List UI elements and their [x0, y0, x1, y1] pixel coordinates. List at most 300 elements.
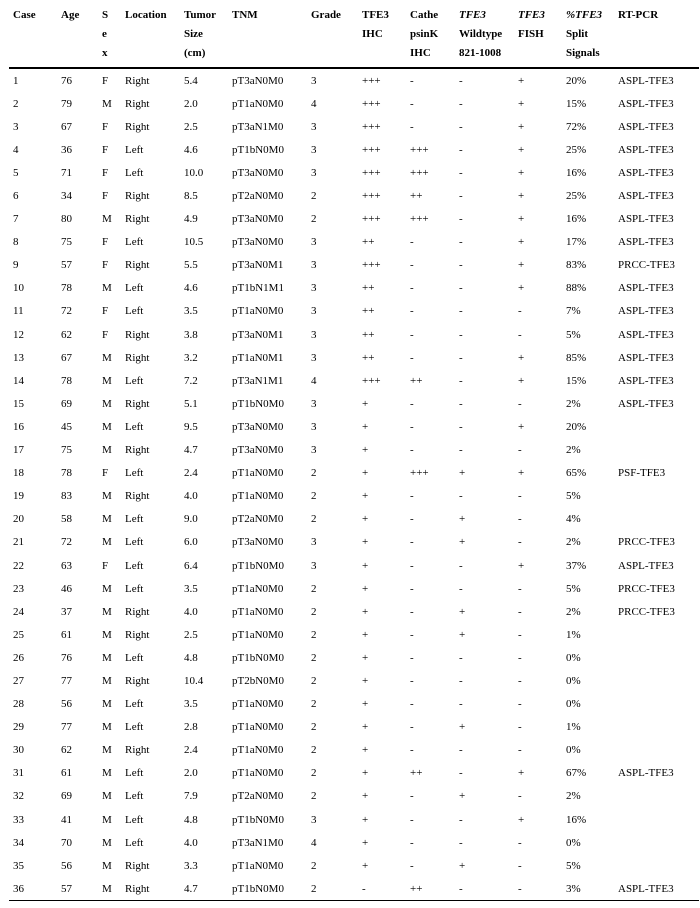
- cell-tfe3-ihc: +++: [362, 213, 381, 226]
- cell-tfe3-split-signals: 2%: [566, 605, 581, 618]
- cell-tnm: pT1aN0M0: [232, 628, 284, 641]
- cell-tfe3-wildtype: -: [455, 877, 514, 901]
- cell-location: Right: [125, 490, 150, 503]
- cell-age: 67: [61, 120, 72, 133]
- cell-cathepsink-ihc: -: [410, 674, 414, 687]
- cell-case: 25: [13, 628, 24, 641]
- cell-tfe3-wildtype: -: [459, 213, 463, 226]
- cell-grade: 2: [311, 859, 317, 872]
- cell-rt-pcr: [614, 693, 699, 716]
- cell-sex: M: [98, 877, 121, 901]
- cell-case: 34: [13, 836, 24, 849]
- cell-tfe3-fish: -: [518, 444, 522, 457]
- cell-location: Left: [125, 790, 144, 803]
- table-row: [9, 115, 699, 138]
- cell-tnm: pT1aN0M0: [232, 744, 284, 757]
- cell-cathepsink-ihc: ++: [410, 767, 423, 780]
- cell-grade: 3: [311, 74, 317, 87]
- cell-tfe3-wildtype: -: [459, 259, 463, 272]
- cell-tfe3-wildtype: +: [459, 859, 466, 872]
- table-row: [9, 600, 699, 623]
- cell-age: 34: [61, 190, 72, 203]
- cell-rt-pcr: ASPL-TFE3: [618, 397, 674, 410]
- cell-rt-pcr: [614, 716, 699, 739]
- cell-tumor-size: 2.8: [184, 721, 198, 734]
- cell-tfe3-split-signals: 0%: [566, 698, 581, 711]
- cell-tfe3-split-signals: 5%: [566, 490, 581, 503]
- cell-sex: M: [102, 767, 112, 780]
- cell-tnm: pT3aN0M1: [232, 328, 284, 341]
- cell-grade: 3: [311, 259, 317, 272]
- cell-tumor-size: 2.5: [184, 120, 198, 133]
- cell-rt-pcr: ASPL-TFE3: [618, 328, 674, 341]
- cell-case: 14: [13, 374, 24, 387]
- table-row: [9, 785, 699, 808]
- cell-cathepsink-ihc: -: [410, 97, 414, 110]
- cell-sex: F: [102, 236, 109, 249]
- cell-case: 22: [13, 559, 24, 572]
- cell-tfe3-fish: +: [518, 813, 525, 826]
- cell-tfe3-wildtype: -: [459, 143, 463, 156]
- cell-tfe3-ihc: +: [362, 674, 369, 687]
- cell-case: 21: [13, 536, 24, 549]
- cell-tnm: pT3aN1M0: [232, 836, 284, 849]
- cell-age: 75: [61, 444, 72, 457]
- cell-grade: 2: [311, 744, 317, 757]
- table-row: [9, 462, 699, 485]
- cell-tfe3-ihc: +: [362, 767, 369, 780]
- cell-sex: F: [102, 559, 109, 572]
- column-header-line: %TFE3: [566, 9, 603, 21]
- cell-tnm: pT1aN0M0: [232, 490, 284, 503]
- cell-sex: M: [102, 605, 112, 618]
- table-row: [9, 415, 699, 438]
- cell-case: 2: [13, 97, 19, 110]
- cell-age: 77: [61, 674, 72, 687]
- cell-tfe3-wildtype: +: [459, 467, 466, 480]
- cell-grade: 2: [311, 651, 317, 664]
- cell-rt-pcr: [614, 808, 699, 831]
- column-header-line: RT-PCR: [618, 9, 659, 21]
- cell-sex: M: [102, 397, 112, 410]
- cell-location: Right: [125, 859, 150, 872]
- cell-grade: 3: [311, 282, 317, 295]
- cell-location: Right: [125, 444, 150, 457]
- cell-tumor-size: 4.6: [184, 143, 198, 156]
- cell-tfe3-ihc: +: [362, 836, 369, 849]
- cell-tfe3-wildtype: -: [459, 767, 463, 780]
- cell-tfe3-split-signals: 83%: [566, 259, 587, 272]
- cell-tfe3-ihc: ++: [362, 328, 375, 341]
- cell-tfe3-ihc: +: [362, 605, 369, 618]
- cell-tnm: pT2aN0M0: [232, 513, 284, 526]
- cell-tnm: pT1aN0M1: [232, 351, 284, 364]
- cell-sex: M: [102, 674, 112, 687]
- cell-tfe3-wildtype: -: [459, 420, 463, 433]
- cell-tumor-size: 4.8: [184, 813, 198, 826]
- cell-sex: M: [102, 213, 112, 226]
- cell-age: 45: [61, 420, 72, 433]
- cell-case: 24: [13, 605, 24, 618]
- table-row: [9, 92, 699, 115]
- cell-age: 79: [61, 97, 72, 110]
- cell-tumor-size: 5.5: [184, 259, 198, 272]
- cell-rt-pcr: [614, 485, 699, 508]
- cell-location: Right: [125, 744, 150, 757]
- cell-tfe3-split-signals: 72%: [566, 120, 587, 133]
- cell-sex: F: [102, 328, 109, 341]
- cell-rt-pcr: [614, 739, 699, 762]
- cell-rt-pcr: ASPL-TFE3: [618, 97, 674, 110]
- cell-tfe3-split-signals: 20%: [566, 420, 587, 433]
- cell-age: 83: [61, 490, 72, 503]
- cell-age: 78: [61, 467, 72, 480]
- cell-rt-pcr: ASPL-TFE3: [618, 213, 674, 226]
- cell-sex: M: [102, 536, 112, 549]
- cell-location: Left: [125, 813, 144, 826]
- cell-tnm: pT1bN1M1: [232, 282, 284, 295]
- cell-sex: M: [102, 628, 112, 641]
- cell-tnm: pT2aN0M0: [232, 790, 284, 803]
- cell-location: Right: [125, 605, 150, 618]
- cell-sex: M: [102, 744, 112, 757]
- cell-age: 61: [61, 767, 72, 780]
- column-header-line: Case: [13, 9, 36, 21]
- cell-tfe3-wildtype: -: [459, 744, 463, 757]
- column-header-rt-pcr: [614, 3, 699, 68]
- cell-tfe3-split-signals: 15%: [566, 374, 587, 387]
- table-row: [9, 669, 699, 692]
- cell-rt-pcr: PRCC-TFE3: [618, 536, 675, 549]
- cell-sex: M: [102, 813, 112, 826]
- cell-case: 13: [13, 351, 24, 364]
- cell-tfe3-fish: -: [518, 744, 522, 757]
- table-row: [9, 577, 699, 600]
- cell-location: Left: [125, 420, 144, 433]
- cell-sex: F: [102, 143, 109, 156]
- column-header-line: TFE3: [518, 9, 545, 21]
- cell-location: Left: [125, 651, 144, 664]
- table-row: [9, 716, 699, 739]
- cell-sex: M: [102, 582, 112, 595]
- cell-age: 76: [61, 74, 72, 87]
- cell-tfe3-ihc: +: [362, 559, 369, 572]
- table-row: [9, 808, 699, 831]
- cell-case: 8: [13, 236, 19, 249]
- cell-sex: M: [102, 698, 112, 711]
- cell-rt-pcr: ASPL-TFE3: [618, 282, 674, 295]
- table-row: [9, 392, 699, 415]
- cell-tnm: pT3aN1M1: [232, 374, 284, 387]
- cell-tumor-size: 2.4: [184, 467, 198, 480]
- cell-age: 62: [61, 328, 72, 341]
- cell-tnm: pT1aN0M0: [232, 97, 284, 110]
- cell-cathepsink-ihc: -: [410, 259, 414, 272]
- cell-tumor-size: 9.5: [184, 420, 198, 433]
- cell-tfe3-fish: -: [518, 859, 522, 872]
- table-row: [9, 300, 699, 323]
- cell-cathepsink-ihc: +++: [410, 213, 429, 226]
- column-header-tfe3-wildtype: [455, 3, 514, 68]
- table-row: [9, 508, 699, 531]
- table-row: [9, 739, 699, 762]
- cell-tfe3-wildtype: -: [459, 351, 463, 364]
- cell-tfe3-wildtype: -: [459, 282, 463, 295]
- table-row: [9, 762, 699, 785]
- cell-tumor-size: 4.9: [184, 213, 198, 226]
- cell-location: Right: [125, 259, 150, 272]
- cell-tfe3-fish: +: [518, 213, 525, 226]
- cell-tumor-size: 4.0: [184, 836, 198, 849]
- cell-cathepsink-ihc: -: [410, 582, 414, 595]
- cell-grade: 2: [311, 582, 317, 595]
- column-header-line: x: [102, 47, 108, 59]
- cell-tnm: pT3aN0M0: [232, 236, 284, 249]
- cell-tnm: pT1aN0M0: [232, 721, 284, 734]
- cell-tumor-size: 2.4: [184, 744, 198, 757]
- cell-tfe3-fish: -: [518, 397, 522, 410]
- cell-tnm: pT1bN0M0: [232, 813, 284, 826]
- cell-location: Right: [125, 628, 150, 641]
- cell-tfe3-ihc: +++: [362, 143, 381, 156]
- column-header-cathepsink-ihc: [406, 3, 455, 68]
- cell-tfe3-ihc: ++: [362, 282, 375, 295]
- cell-tfe3-fish: +: [518, 374, 525, 387]
- cell-grade: 2: [311, 513, 317, 526]
- cell-grade: 2: [307, 877, 358, 901]
- cell-sex: M: [102, 651, 112, 664]
- cell-case: 29: [13, 721, 24, 734]
- cell-tfe3-fish: +: [518, 166, 525, 179]
- cell-grade: 3: [311, 559, 317, 572]
- cell-location: Right: [125, 190, 150, 203]
- cell-grade: 3: [311, 236, 317, 249]
- cell-rt-pcr: ASPL-TFE3: [618, 190, 674, 203]
- cell-case: 17: [13, 444, 24, 457]
- cell-tnm: pT3aN0M1: [232, 259, 284, 272]
- cell-grade: 3: [311, 305, 317, 318]
- cell-tumor-size: 3.5: [184, 582, 198, 595]
- cell-tfe3-ihc: +: [362, 698, 369, 711]
- table-row: [9, 646, 699, 669]
- cell-age: 56: [61, 698, 72, 711]
- cell-tfe3-fish: +: [518, 767, 525, 780]
- cell-location: Left: [125, 143, 144, 156]
- cell-age: 57: [57, 877, 98, 901]
- column-header-line: Age: [61, 9, 80, 21]
- cell-tfe3-wildtype: -: [459, 698, 463, 711]
- cell-case: 35: [13, 859, 24, 872]
- cell-tnm: pT3aN0M0: [232, 213, 284, 226]
- cell-tfe3-fish: -: [518, 628, 522, 641]
- cell-tumor-size: 2.5: [184, 628, 198, 641]
- document-page: [9, 3, 699, 901]
- cell-rt-pcr: PSF-TFE3: [618, 467, 666, 480]
- cell-location: Right: [125, 97, 150, 110]
- cell-tfe3-split-signals: 25%: [566, 190, 587, 203]
- cell-age: 36: [61, 143, 72, 156]
- cell-cathepsink-ihc: -: [410, 790, 414, 803]
- cell-tfe3-wildtype: -: [459, 559, 463, 572]
- cell-tumor-size: 10.4: [184, 674, 204, 687]
- cell-tfe3-wildtype: +: [459, 513, 466, 526]
- cell-tfe3-ihc: ++: [362, 351, 375, 364]
- cell-tfe3-split-signals: 1%: [566, 721, 581, 734]
- cell-rt-pcr: ASPL-TFE3: [618, 143, 674, 156]
- cell-grade: 3: [311, 166, 317, 179]
- cell-tumor-size: 8.5: [184, 190, 198, 203]
- cell-tfe3-ihc: ++: [362, 236, 375, 249]
- cell-case: 19: [13, 490, 24, 503]
- cell-sex: F: [102, 467, 109, 480]
- cell-cathepsink-ihc: -: [410, 513, 414, 526]
- cell-rt-pcr: ASPL-TFE3: [618, 120, 674, 133]
- cell-case: 4: [13, 143, 19, 156]
- table-row: [9, 323, 699, 346]
- column-header-tfe3-split-signals: [562, 3, 614, 68]
- cell-location: Right: [125, 351, 150, 364]
- cell-case: 27: [13, 674, 24, 687]
- cell-tumor-size: 4.7: [180, 877, 228, 901]
- cell-tfe3-split-signals: 0%: [566, 836, 581, 849]
- cell-tfe3-ihc: +++: [362, 74, 381, 87]
- column-header-line: FISH: [518, 28, 544, 40]
- cell-tfe3-fish: +: [518, 74, 525, 87]
- cell-location: Left: [125, 513, 144, 526]
- cell-tfe3-ihc: ++: [362, 305, 375, 318]
- cell-rt-pcr: ASPL-TFE3: [618, 374, 674, 387]
- cell-grade: 2: [311, 605, 317, 618]
- cell-tumor-size: 4.6: [184, 282, 198, 295]
- cell-rt-pcr: PRCC-TFE3: [618, 605, 675, 618]
- table-row: [9, 554, 699, 577]
- cell-tnm: pT2bN0M0: [232, 674, 284, 687]
- cell-cathepsink-ihc: -: [410, 305, 414, 318]
- table-body: [9, 68, 699, 901]
- table-row: [9, 184, 699, 207]
- header-row: [9, 3, 699, 68]
- cell-sex: M: [102, 351, 112, 364]
- column-header-line: Size: [184, 28, 203, 40]
- cell-tfe3-wildtype: -: [459, 651, 463, 664]
- cell-rt-pcr: [614, 854, 699, 877]
- cell-tfe3-fish: +: [518, 259, 525, 272]
- cell-tfe3-split-signals: 20%: [566, 74, 587, 87]
- cell-sex: M: [102, 790, 112, 803]
- cell-location: Right: [125, 674, 150, 687]
- cell-tumor-size: 10.5: [184, 236, 204, 249]
- cell-cathepsink-ihc: -: [410, 813, 414, 826]
- table-row: [9, 877, 699, 901]
- cell-location: Left: [125, 698, 144, 711]
- cell-tfe3-ihc: +: [362, 490, 369, 503]
- cell-sex: F: [102, 190, 109, 203]
- cell-tnm: pT1bN0M0: [232, 397, 284, 410]
- cell-grade: 2: [311, 628, 317, 641]
- cell-tfe3-split-signals: 5%: [566, 859, 581, 872]
- cell-age: 41: [61, 813, 72, 826]
- cell-tfe3-wildtype: -: [459, 444, 463, 457]
- cell-rt-pcr: ASPL-TFE3: [618, 559, 674, 572]
- cell-case: 36: [9, 877, 57, 901]
- column-header-tfe3-fish: [514, 3, 562, 68]
- cell-tfe3-split-signals: 15%: [566, 97, 587, 110]
- cell-cathepsink-ihc: -: [410, 744, 414, 757]
- cell-tfe3-ihc: +: [362, 536, 369, 549]
- cell-cathepsink-ihc: +++: [410, 166, 429, 179]
- cell-tumor-size: 4.0: [184, 605, 198, 618]
- cell-tfe3-ihc: +++: [362, 374, 381, 387]
- column-header-tfe3-ihc: [358, 3, 406, 68]
- cell-tumor-size: 7.2: [184, 374, 198, 387]
- cell-rt-pcr: PRCC-TFE3: [618, 582, 675, 595]
- cell-cathepsink-ihc: -: [410, 559, 414, 572]
- cell-tumor-size: 3.2: [184, 351, 198, 364]
- cell-age: 57: [61, 259, 72, 272]
- cell-grade: 2: [311, 674, 317, 687]
- cell-grade: 3: [311, 420, 317, 433]
- cell-sex: F: [102, 74, 109, 87]
- cell-rt-pcr: ASPL-TFE3: [618, 767, 674, 780]
- column-header-line: S: [102, 9, 109, 21]
- cell-case: 11: [13, 305, 24, 318]
- cell-age: 71: [61, 166, 72, 179]
- cell-case: 32: [13, 790, 24, 803]
- cell-tfe3-split-signals: 2%: [566, 536, 581, 549]
- cell-rt-pcr: ASPL-TFE3: [614, 877, 699, 901]
- cell-cathepsink-ihc: -: [410, 236, 414, 249]
- cell-tfe3-wildtype: -: [459, 74, 463, 87]
- table-row: [9, 831, 699, 854]
- cell-tumor-size: 3.5: [184, 698, 198, 711]
- table-row: [9, 369, 699, 392]
- cell-cathepsink-ihc: -: [410, 836, 414, 849]
- column-header-tumor-size: [180, 3, 228, 68]
- cell-location: Left: [125, 374, 144, 387]
- cell-tfe3-wildtype: -: [459, 674, 463, 687]
- cell-case: 6: [13, 190, 19, 203]
- cell-tfe3-ihc: +: [362, 790, 369, 803]
- cell-cathepsink-ihc: -: [410, 628, 414, 641]
- cell-tfe3-split-signals: 0%: [566, 674, 581, 687]
- cell-grade: 2: [311, 767, 317, 780]
- cell-sex: M: [102, 282, 112, 295]
- cell-tfe3-split-signals: 88%: [566, 282, 587, 295]
- table-row: [9, 68, 699, 92]
- cell-cathepsink-ihc: -: [410, 859, 414, 872]
- cell-cathepsink-ihc: -: [410, 490, 414, 503]
- cell-case: 12: [13, 328, 24, 341]
- table-row: [9, 854, 699, 877]
- cell-rt-pcr: ASPL-TFE3: [618, 166, 674, 179]
- cell-tfe3-fish: +: [518, 559, 525, 572]
- cell-cathepsink-ihc: -: [410, 420, 414, 433]
- cell-age: 80: [61, 213, 72, 226]
- cell-tfe3-wildtype: -: [459, 374, 463, 387]
- cell-location: Left: [125, 236, 144, 249]
- cell-case: 15: [13, 397, 24, 410]
- cell-sex: M: [102, 420, 112, 433]
- cell-tfe3-split-signals: 5%: [566, 582, 581, 595]
- cell-age: 75: [61, 236, 72, 249]
- cell-rt-pcr: [614, 415, 699, 438]
- cell-age: 76: [61, 651, 72, 664]
- column-header-line: TFE3: [362, 9, 389, 21]
- cell-location: Left: [125, 305, 144, 318]
- cell-cathepsink-ihc: -: [410, 397, 414, 410]
- cell-tfe3-wildtype: -: [459, 490, 463, 503]
- cell-age: 62: [61, 744, 72, 757]
